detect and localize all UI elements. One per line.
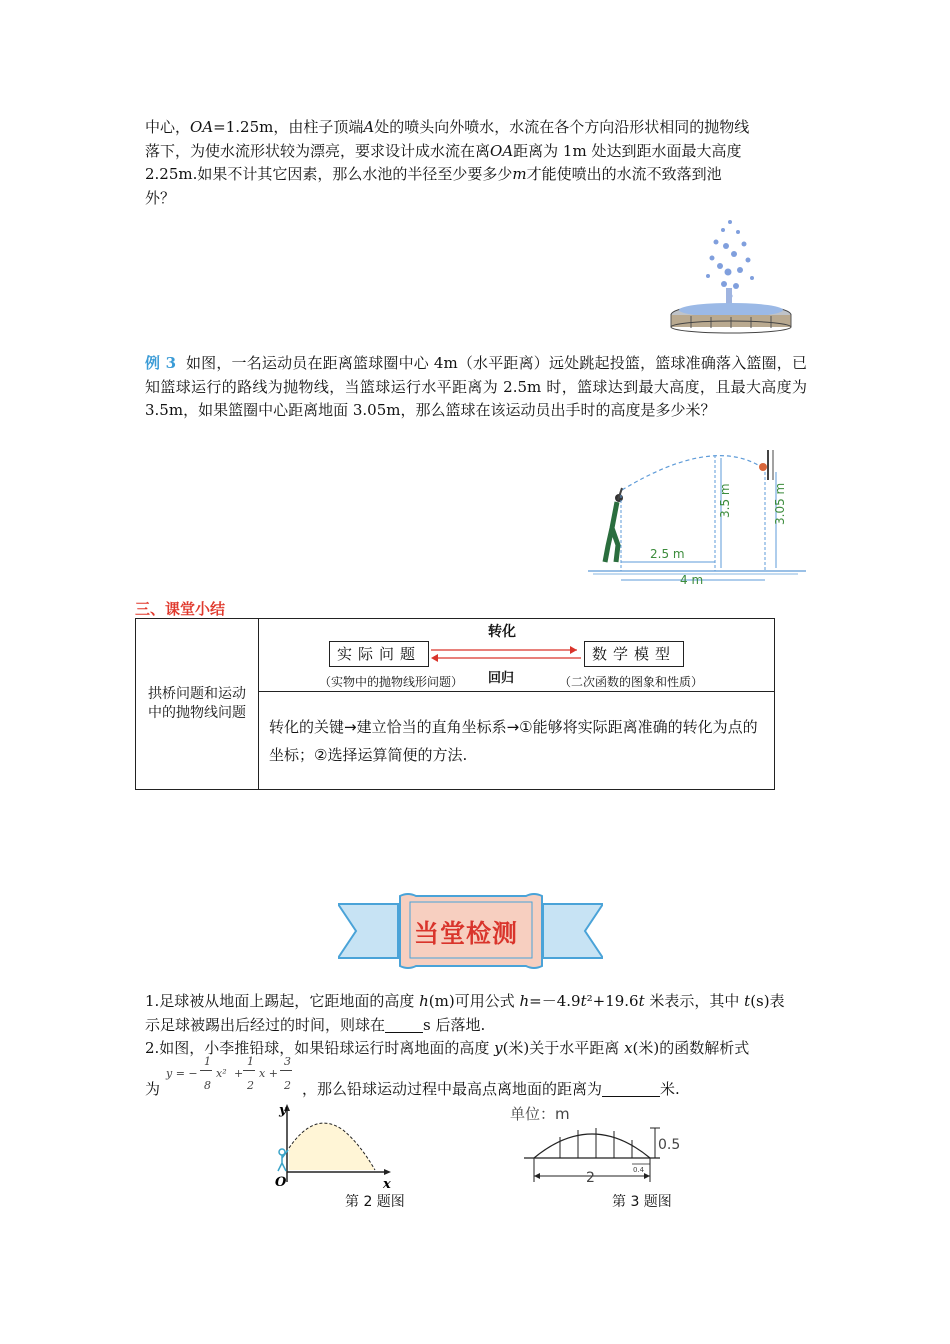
q2-blank[interactable] [602,1080,660,1097]
figure-3-bridge [520,1120,690,1190]
figure-2-shotput [265,1100,395,1190]
convert-label: 转化 [488,624,516,640]
q1-blank[interactable] [385,1016,423,1033]
label-305m: 3.05 m [773,482,787,525]
fig3-small: 0.4 [633,1166,645,1174]
banner-title: 当堂检测 [414,919,519,948]
basketball-figure [588,450,808,595]
question-2: 2.如图，小李推铅球，如果铅球运行时离地面的高度 y(米)关于水平距离 x(米)的函数解析式 [145,1039,750,1057]
return-label: 回归 [488,671,515,686]
example-3-label: 例 3 [145,354,177,372]
label-35m: 3.5 m [718,483,732,518]
fig2-axis-y: y [279,1103,287,1118]
q2-line2-prefix: 为 [145,1080,161,1098]
fig3-width: 2 [586,1170,595,1186]
summary-table [135,618,775,790]
math-model-box: 数学模型 [584,641,684,667]
real-problem-box: 实际问题 [329,641,429,667]
fountain-illustration [668,210,798,335]
real-problem-note: （实物中的抛物线形问题） [319,675,464,689]
math-model-note: （二次函数的图象和性质） [559,675,704,689]
q2-line2-rest: ，那么铅球运动过程中最高点离地面的距离为 米. [302,1080,680,1098]
example-2-text: 中心，OA=1.25m，由柱子顶端A处的喷头向外喷水，水流在各个方向沿形状相同的抛物线 落下，为使水流形状较为漂亮，要求设计成水流在离OA距离为 1m 处达到距水面最大高度 2.25m.如果不计其它因素，那么水池的半径至少要多少m才能使喷出的水流不致落到池 外？ [145,118,750,207]
summary-heading: 三、课堂小结 [135,600,226,618]
fig3-height: 0.5 [658,1137,681,1153]
fig2-axis-x: x [383,1177,391,1190]
fig3-unit: 单位：m [510,1105,570,1123]
summary-row-label: 拱桥问题和运动中的抛物线问题 [136,619,259,790]
summary-diagram-cell [259,619,775,692]
fig3-caption: 第 3 题图 [612,1194,672,1210]
summary-key-text: 转化的关键→建立恰当的直角坐标系→①能够将实际距离准确的转化为点的坐标；②选择运算简便的方法. [259,692,775,790]
convert-arrows [431,645,581,663]
example-3-text: 例 3 如图，一名运动员在距离篮球圈中心 4m（水平距离）远处跳起投篮，篮球准确落入篮圈，已知篮球运行的路线为抛物线，当篮球运行水平距离为 2.5m 时，篮球达到最大高度，且最大高度为 3.5m，如果篮圈中心距离地面 3.05m，那么篮球在该运动员出手时的高度是多少米？ [145,354,807,419]
fig2-origin: O [275,1175,287,1190]
label-25m: 2.5 m [650,547,685,561]
question-1: 1.足球被从地面上踢起，它距地面的高度 h(m)可用公式 h=－4.9t²+19.6t 米表示，其中 t(s)表 示足球被踢出后经过的时间，则球在 s 后落地. [145,992,785,1034]
label-4m: 4 m [680,573,704,587]
fig2-caption: 第 2 题图 [345,1194,405,1210]
q2-formula: y = − 1 8 x² + 1 2 x + 3 2 [166,1055,291,1092]
